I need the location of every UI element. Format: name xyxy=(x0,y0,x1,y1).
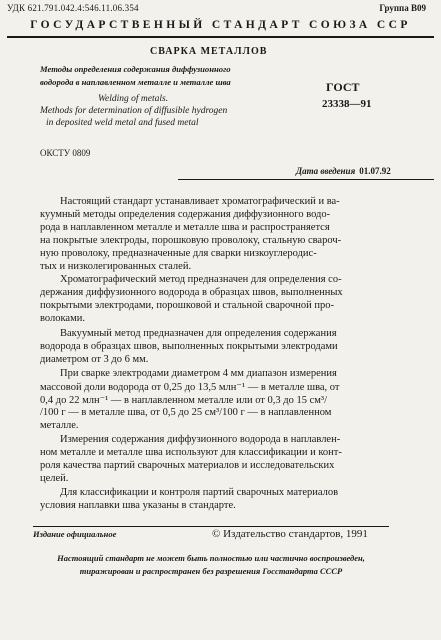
body-line: массовой доли водорода от 0,25 до 13,5 млн⁻¹ — в металле шва, от xyxy=(40,382,340,393)
gost-label: ГОСТ xyxy=(326,80,360,94)
ru-title-line: Методы определения содержания диффузионного xyxy=(40,64,231,74)
effective-date-label: Дата введения xyxy=(296,166,356,176)
body-line: /100 г — в металле шва, от 0,5 до 25 см³/100 г — в наплавленном xyxy=(40,407,332,418)
reproduction-notice: тиражирован и распространен без разрешения Госстандарта СССР xyxy=(79,566,343,576)
body-line: роля качества партий сварочных материалов и исследовательских xyxy=(40,460,335,471)
copyright-text: © Издательство стандартов, 1991 xyxy=(212,528,368,540)
en-title-line: in deposited weld metal and fused metal xyxy=(46,118,199,128)
en-title-line: Welding of metals. xyxy=(98,94,169,104)
body-line: 0,4 до 22 млн⁻¹ — в наплавленном металле или от 0,3 до 15 см³/ xyxy=(40,395,327,406)
body-line: тых и низколегированных сталей. xyxy=(40,261,192,272)
subject-title: СВАРКА МЕТАЛЛОВ xyxy=(150,46,268,57)
body-line: Хроматографический метод предназначен для определения со- xyxy=(60,274,342,285)
body-line: куумный методы определения содержания диффузионного водо- xyxy=(40,209,331,220)
udk-code: УДК 621.791.042.4:546.11.06.354 xyxy=(7,3,139,13)
body-line: рода в наплавленном металле и металле шва и распространяется xyxy=(40,222,330,233)
body-line: покрытыми электродами, порошковой и стальной сварочной про- xyxy=(40,300,334,311)
standard-title: ГОСУДАРСТВЕННЫЙ СТАНДАРТ СОЮЗА ССР xyxy=(30,19,411,31)
body-line: на покрытые электроды, порошковую проволоку, стальную свароч- xyxy=(40,235,342,246)
date-rule xyxy=(178,179,434,180)
edition-label: Издание официальное xyxy=(33,529,117,539)
en-title-line: Methods for determination of diffusible hydrogen xyxy=(40,106,228,116)
body-line: условия наплавки шва указаны в стандарте. xyxy=(40,500,236,511)
body-line: водорода в образцах швов, выполненных покрытыми электродами xyxy=(40,341,338,352)
footer-rule xyxy=(33,526,389,527)
body-line: Вакуумный метод предназначен для определения содержания xyxy=(60,328,337,339)
body-line: держания диффузионного водорода в образцах швов, выполненных xyxy=(40,287,343,298)
body-line: Измерения содержания диффузионного водорода в наплавлен- xyxy=(60,434,341,445)
okstu-code: ОКСТУ 0809 xyxy=(40,148,91,158)
body-line: волоками. xyxy=(40,313,85,324)
body-line: ном металле и металле шва используют для классификации и конт- xyxy=(40,447,342,458)
body-line: диаметром от 3 до 6 мм. xyxy=(40,354,149,365)
reproduction-notice: Настоящий стандарт не может быть полностью или частично воспроизведен, xyxy=(57,553,365,563)
effective-date xyxy=(296,166,391,176)
header-rule xyxy=(7,36,434,38)
ru-title-line: водорода в наплавленном металле и металле шва xyxy=(40,77,231,87)
body-line: Для классификации и контроля партий сварочных материалов xyxy=(60,487,339,498)
body-line: Настоящий стандарт устанавливает хроматографический и ва- xyxy=(60,196,340,207)
effective-date-value: 01.07.92 xyxy=(359,166,391,176)
body-line: При сварке электродами диаметром 4 мм диапазон измерения xyxy=(60,368,337,379)
gost-number: 23338—91 xyxy=(322,98,372,110)
body-line: ную проволоку, предназначенные для сварки низкоуглеродис- xyxy=(40,248,317,259)
group-code: Группа В09 xyxy=(379,3,426,13)
body-line: целей. xyxy=(40,473,69,484)
body-line: металле. xyxy=(40,420,79,431)
